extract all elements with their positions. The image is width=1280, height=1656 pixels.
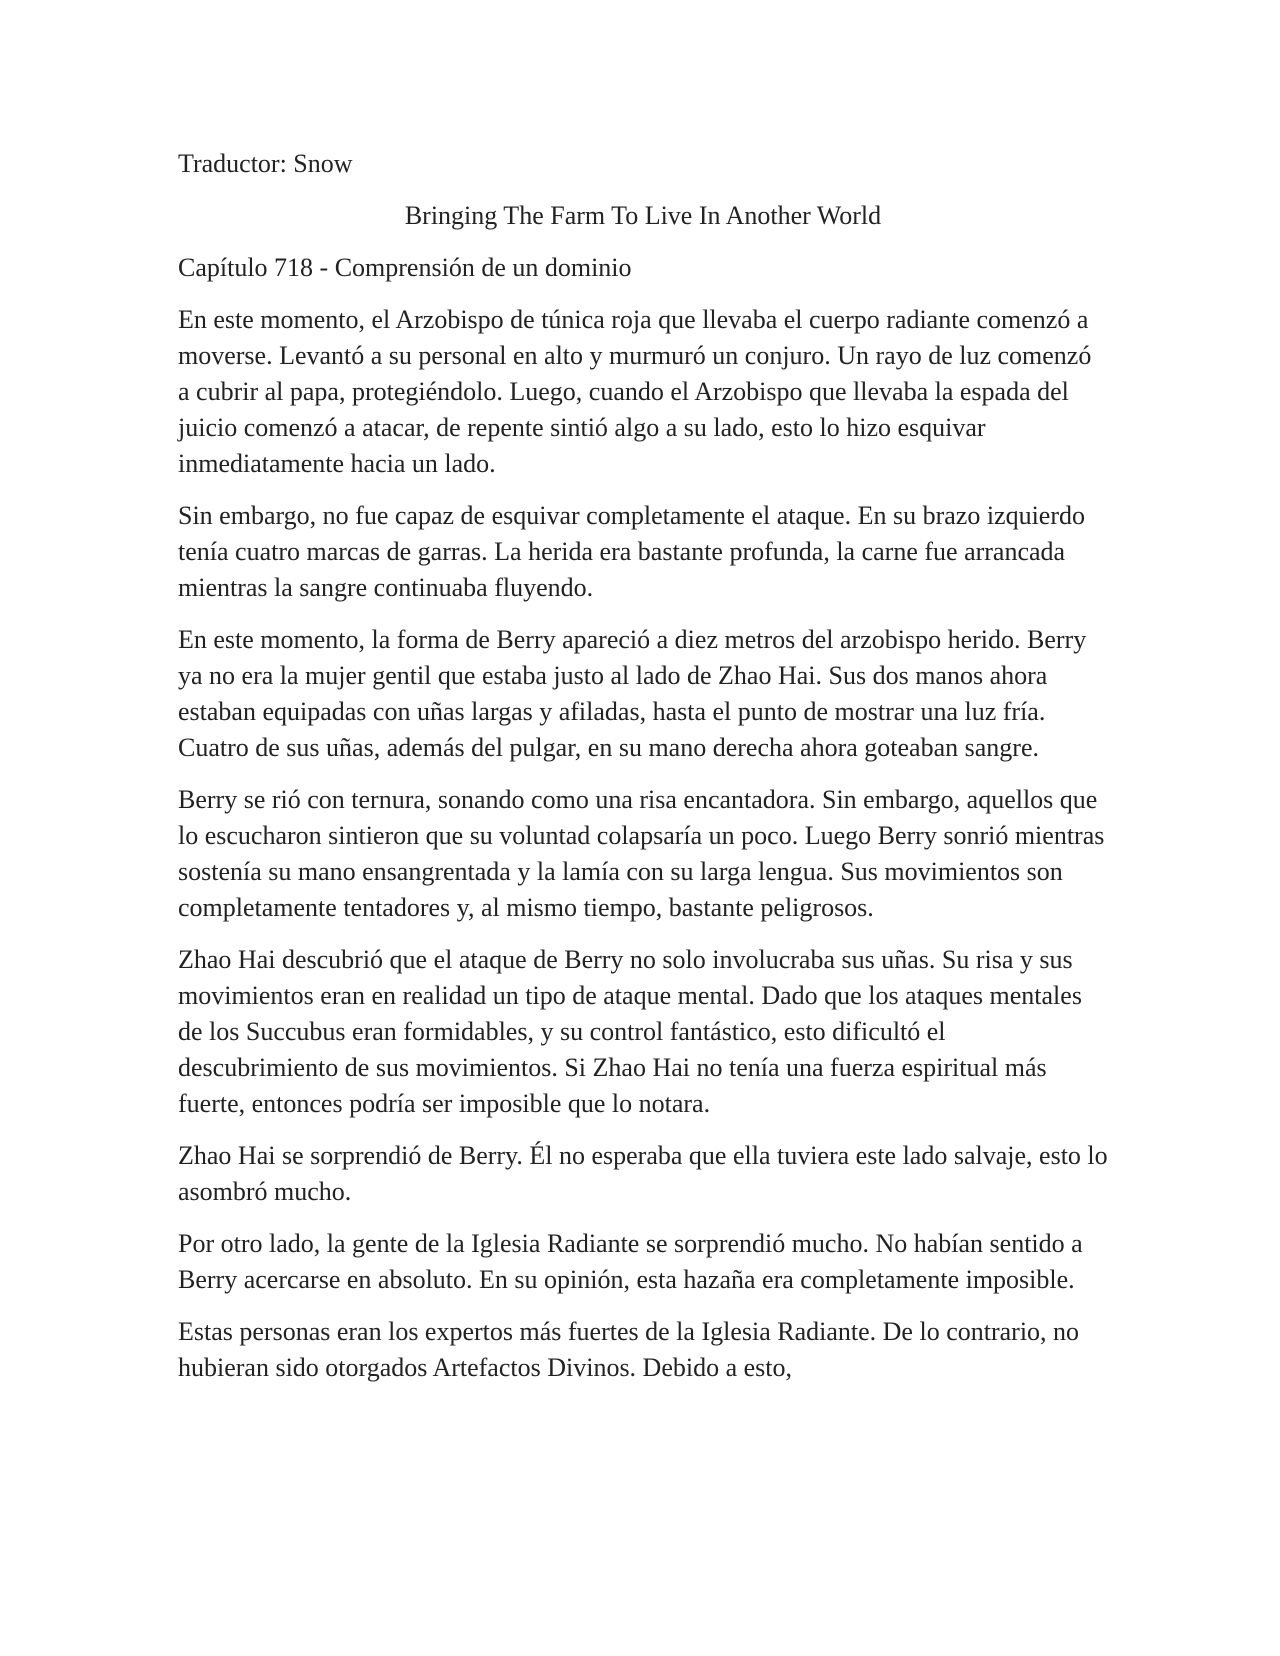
chapter-heading: Capítulo 718 - Comprensión de un dominio [178,253,632,282]
paragraph: Sin embargo, no fue capaz de esquivar completamente el ataque. En su brazo izquierdo tenía cuatro marcas de garras. La herida era bastante profunda, la carne fue arrancada mientras la sangre continuaba fluyendo. [178,501,1086,602]
paragraph: En este momento, la forma de Berry apareció a diez metros del arzobispo herido. Berry ya no era la mujer gentil que estaba justo al lado de Zhao Hai. Sus dos manos ahora estaban equipadas con uñas largas y afiladas, hasta el punto de mostrar una luz fría. Cuatro de sus uñas, además del pulgar, en su mano derecha ahora goteaban sangre. [178,625,1087,762]
book-title: Bringing The Farm To Live In Another World [404,201,882,230]
paragraph: Berry se rió con ternura, sonando como una risa encantadora. Sin embargo, aquellos que lo escucharon sintieron que su voluntad colapsaría un poco. Luego Berry sonrió mientras sostenía su mano ensangrentada y la lamía con su larga lengua. Sus movimientos son completamente tentadores y, al mismo tiempo, bastante peligrosos. [178,785,1105,922]
document-page [178,146,1108,1402]
paragraph: En este momento, el Arzobispo de túnica roja que llevaba el cuerpo radiante comenzó a moverse. Levantó a su personal en alto y murmuró un conjuro. Un rayo de luz comenzó a cubrir al papa, protegiéndolo. Luego, cuando el Arzobispo que llevaba la espada del juicio comenzó a atacar, de repente sintió algo a su lado, esto lo hizo esquivar inmediatamente hacia un lado. [178,305,1092,478]
paragraph: Por otro lado, la gente de la Iglesia Radiante se sorprendió mucho. No habían sentido a Berry acercarse en absoluto. En su opinión, esta hazaña era completamente imposible. [178,1229,1083,1294]
paragraph: Estas personas eran los expertos más fuertes de la Iglesia Radiante. De lo contrario, no hubieran sido otorgados Artefactos Divinos. Debido a esto, [178,1317,1080,1382]
paragraph: Zhao Hai descubrió que el ataque de Berry no solo involucraba sus uñas. Su risa y sus movimientos eran en realidad un tipo de ataque mental. Dado que los ataques mentales de los Succubus eran formidables, y su control fantástico, esto dificultó el descubrimiento de sus movimientos. Si Zhao Hai no tenía una fuerza espiritual más fuerte, entonces podría ser imposible que lo notara. [178,945,1082,1118]
translator-credit: Traductor: Snow [178,149,353,178]
paragraph: Zhao Hai se sorprendió de Berry. Él no esperaba que ella tuviera este lado salvaje, esto lo asombró mucho. [178,1141,1108,1206]
